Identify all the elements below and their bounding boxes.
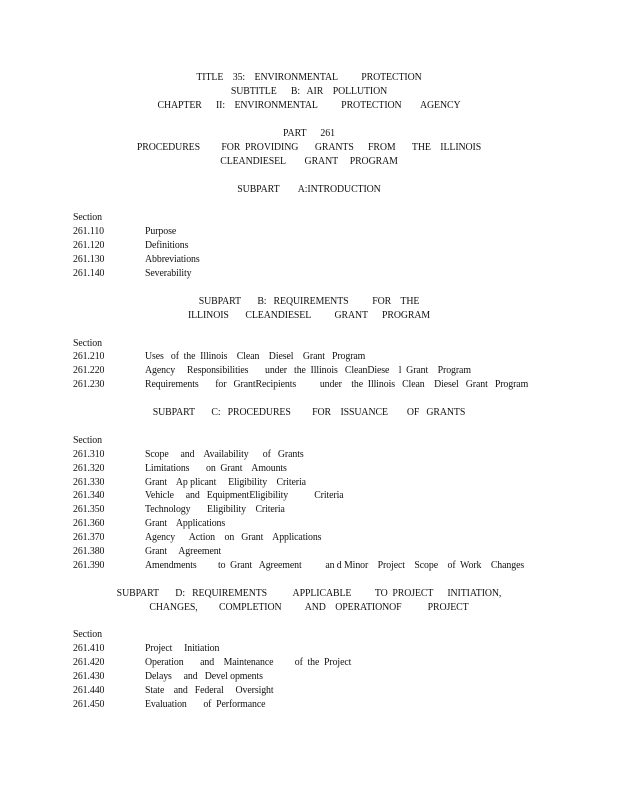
subpart-b-heading-line-1: SUBPART B: REQUIREMENTS FOR THE xyxy=(198,296,420,307)
section-number: 261.320 xyxy=(73,463,105,474)
section-number: 261.120 xyxy=(73,240,105,251)
section-title: Amendments to Grant Agreement an d Minor Project Scope of Work Changes xyxy=(145,560,525,571)
section-title: Limitations on Grant Amounts xyxy=(145,463,287,474)
subpart-c-heading: SUBPART C: PROCEDURES FOR ISSUANCE OF GRANTS xyxy=(152,407,466,418)
section-number: 261.310 xyxy=(73,449,105,460)
part-title-line-2: CLEANDIESEL GRANT PROGRAM xyxy=(220,156,398,167)
part-line: PART 261 xyxy=(283,128,335,139)
section-number: 261.430 xyxy=(73,671,105,682)
section-label: Section xyxy=(73,629,102,640)
section-number: 261.210 xyxy=(73,351,105,362)
section-number: 261.370 xyxy=(73,532,105,543)
section-title: Evaluation of Performance xyxy=(145,699,266,710)
section-number: 261.350 xyxy=(73,504,105,515)
section-label: Section xyxy=(73,338,102,349)
subpart-b-heading-line-2: ILLINOIS CLEANDIESEL GRANT PROGRAM xyxy=(187,310,431,321)
section-number: 261.380 xyxy=(73,546,105,557)
section-title: Agency Action on Grant Applications xyxy=(145,532,322,543)
section-number: 261.220 xyxy=(73,365,105,376)
section-number: 261.340 xyxy=(73,490,105,501)
section-title: State and Federal Oversight xyxy=(145,685,274,696)
section-title: Operation and Maintenance of the Project xyxy=(145,657,352,668)
chapter-line: CHAPTER II: ENVIRONMENTAL PROTECTION AGENCY xyxy=(157,100,461,111)
section-title: Uses of the Illinois Clean Diesel Grant Program xyxy=(145,351,366,362)
subpart-d-heading-line-1: SUBPART D: REQUIREMENTS APPLICABLE TO PROJECT INITIATION, xyxy=(116,588,502,599)
section-number: 261.410 xyxy=(73,643,105,654)
subtitle-line: SUBTITLE B: AIR POLLUTION xyxy=(230,86,388,97)
section-title: Agency Responsibilities under the Illinois CleanDiese l Grant Program xyxy=(145,365,471,376)
subpart-d-heading-line-2: CHANGES, COMPLETION AND OPERATIONOF PROJECT xyxy=(149,602,469,613)
section-title: Project Initiation xyxy=(145,643,220,654)
title-line: TITLE 35: ENVIRONMENTAL PROTECTION xyxy=(196,72,422,83)
section-title: Delays and Devel opments xyxy=(145,671,263,682)
section-number: 261.420 xyxy=(73,657,105,668)
section-number: 261.330 xyxy=(73,477,105,488)
section-label: Section xyxy=(73,212,102,223)
section-title: Grant Ap plicant Eligibility Criteria xyxy=(145,477,306,488)
section-number: 261.450 xyxy=(73,699,105,710)
section-title: Technology Eligibility Criteria xyxy=(145,504,285,515)
section-title: Definitions xyxy=(145,240,189,251)
section-number: 261.440 xyxy=(73,685,105,696)
section-title: Scope and Availability of Grants xyxy=(145,449,304,460)
section-number: 261.140 xyxy=(73,268,105,279)
section-title: Requirements for GrantRecipients under the Illinois Clean Diesel Grant Program xyxy=(145,379,529,390)
section-title: Vehicle and EquipmentEligibility Criteria xyxy=(145,490,344,501)
section-number: 261.110 xyxy=(73,226,105,237)
section-number: 261.130 xyxy=(73,254,105,265)
part-title-line-1: PROCEDURES FOR PROVIDING GRANTS FROM THE ILLINOIS xyxy=(136,142,482,153)
subpart-a-heading: SUBPART A:INTRODUCTION xyxy=(237,184,381,195)
section-title: Abbreviations xyxy=(145,254,200,265)
section-number: 261.360 xyxy=(73,518,105,529)
section-title: Grant Applications xyxy=(145,518,226,529)
section-number: 261.230 xyxy=(73,379,105,390)
section-title: Purpose xyxy=(145,226,177,237)
section-number: 261.390 xyxy=(73,560,105,571)
section-title: Grant Agreement xyxy=(145,546,222,557)
section-title: Severability xyxy=(145,268,192,279)
section-label: Section xyxy=(73,435,102,446)
